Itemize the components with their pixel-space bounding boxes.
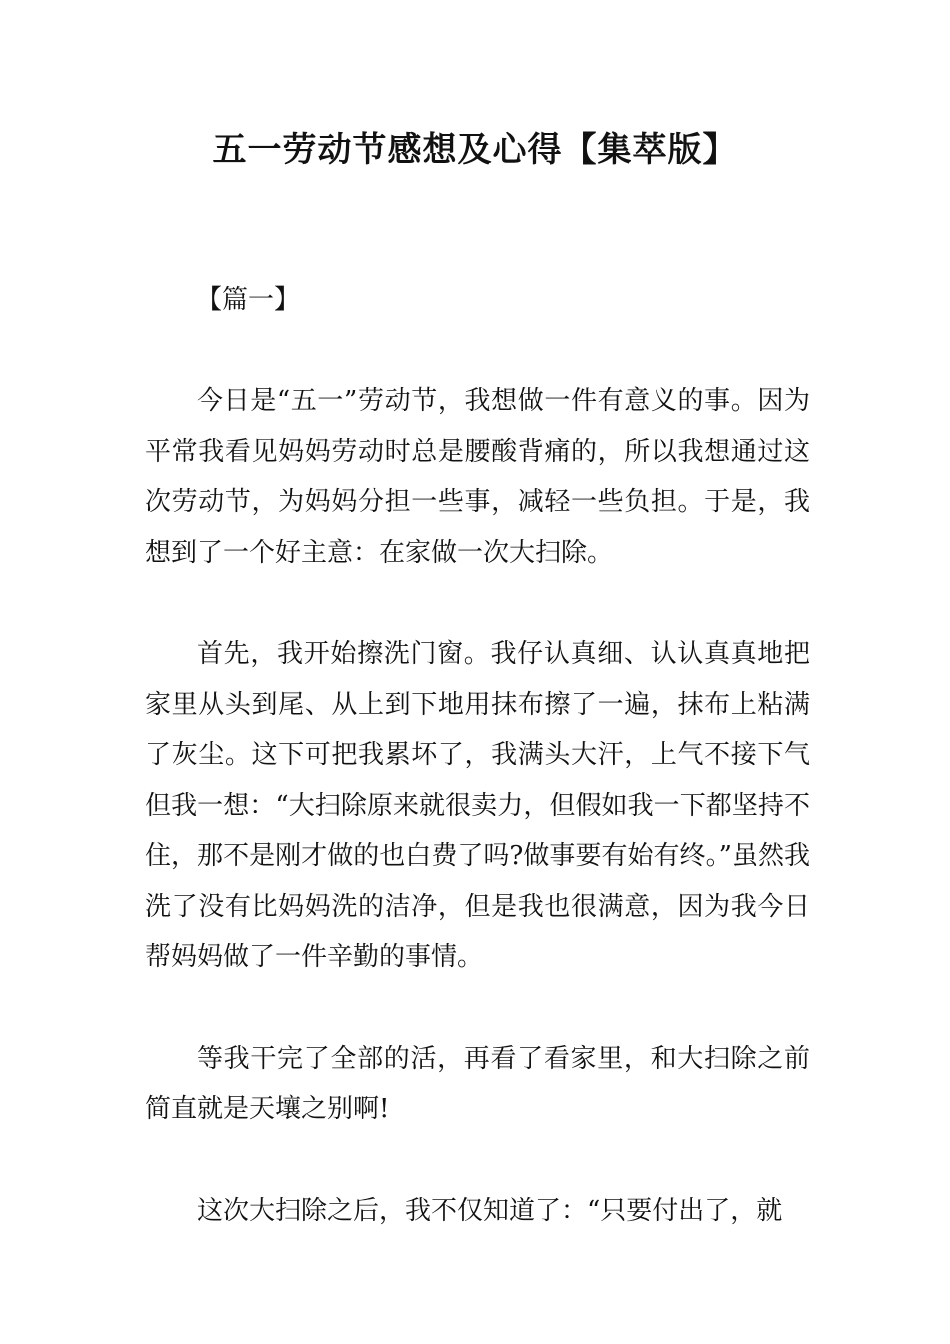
paragraph-2: 首先，我开始擦洗门窗。我仔认真细、认认真真地把家里从头到尾、从上到下地用抹布擦了一遍，抹布上粘满了灰尘。这下可把我累坏了，我满头大汗，上气不接下气但我一想：“大扫除原来就很卖力，但假如我一下都坚持不住，那不是刚才做的也白费了吗?做事要有始有终。”虽然我洗了没有比妈妈洗的洁净，但是我也很满意，因为我今日帮妈妈做了一件辛勤的事情。	[145, 639, 810, 972]
document-title: 五一劳动节感想及心得【集萃版】	[212, 130, 738, 170]
paragraph-3: 等我干完了全部的活，再看了看家里，和大扫除之前简直就是天壤之别啊!	[145, 1043, 810, 1124]
paragraph-1: 今日是“五一”劳动节，我想做一件有意义的事。因为平常我看见妈妈劳动时总是腰酸背痛的，所以我想通过这次劳动节，为妈妈分担一些事，减轻一些负担。于是，我想到了一个好主意：在家做一次大扫除。	[145, 386, 810, 568]
document-body	[145, 376, 810, 1287]
section-heading: 【篇一】	[196, 285, 301, 315]
paragraph-4: 这次大扫除之后，我不仅知道了：“只要付出了，就	[197, 1195, 783, 1226]
